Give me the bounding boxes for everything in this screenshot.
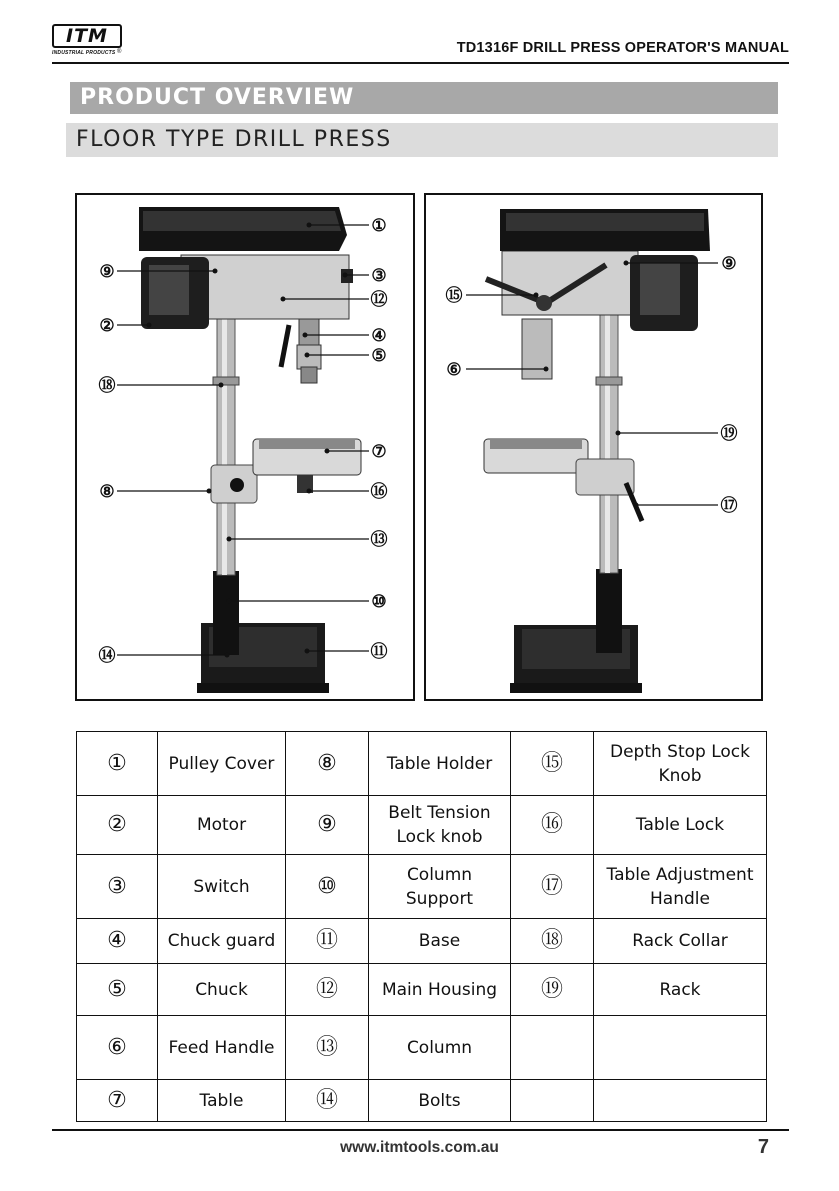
callout-4: ④ — [371, 326, 387, 345]
callout-6: ⑥ — [446, 360, 462, 379]
itm-logo — [52, 24, 124, 54]
table-row — [77, 855, 767, 919]
callout-2: ② — [99, 316, 115, 335]
part-label: Table — [158, 1080, 286, 1122]
part-number: ⑩ — [286, 855, 369, 919]
part-number: ⑪ — [286, 919, 369, 964]
part-number: ⑦ — [77, 1080, 158, 1122]
part-label: Feed Handle — [158, 1016, 286, 1080]
part-label: Table Holder — [369, 732, 511, 796]
callout-8: ⑧ — [99, 482, 115, 501]
registered-mark: ® — [117, 49, 122, 55]
part-number: ⑫ — [286, 964, 369, 1016]
part-number: ④ — [77, 919, 158, 964]
part-label: Chuck guard — [158, 919, 286, 964]
part-label: Table Adjustment Handle — [594, 855, 767, 919]
callout-14: ⑭ — [98, 646, 116, 665]
part-number: ⑱ — [511, 919, 594, 964]
drill-press-front-view — [75, 193, 415, 701]
part-label: Motor — [158, 796, 286, 855]
callout-10: ⑩ — [371, 592, 387, 611]
part-label: Depth Stop Lock Knob — [594, 732, 767, 796]
section-title: PRODUCT OVERVIEW — [80, 85, 355, 110]
part-label: Chuck — [158, 964, 286, 1016]
callout-18: ⑱ — [98, 376, 116, 395]
part-number: ⑨ — [286, 796, 369, 855]
callout-13: ⑬ — [370, 530, 388, 549]
callout-11: ⑪ — [370, 642, 388, 661]
part-number: ⑧ — [286, 732, 369, 796]
table-row — [77, 1080, 767, 1122]
callout-17: ⑰ — [720, 496, 738, 515]
manual-title: TD1316F DRILL PRESS OPERATOR'S MANUAL — [456, 40, 789, 56]
table-row — [77, 964, 767, 1016]
callout-1: ① — [371, 216, 387, 235]
subsection-title-bar — [66, 123, 778, 157]
section-title-bar — [70, 82, 778, 114]
part-label: Bolts — [369, 1080, 511, 1122]
part-number: ⑭ — [286, 1080, 369, 1122]
front-view-callouts — [77, 195, 413, 699]
part-number: ③ — [77, 855, 158, 919]
callout-9: ⑨ — [99, 262, 115, 281]
part-label: Base — [369, 919, 511, 964]
part-number: ⑥ — [77, 1016, 158, 1080]
callout-19: ⑲ — [720, 424, 738, 443]
part-number — [511, 1016, 594, 1080]
callout-9-rear: ⑨ — [721, 254, 737, 273]
table-row — [77, 919, 767, 964]
part-number: ⑮ — [511, 732, 594, 796]
part-label: Column — [369, 1016, 511, 1080]
part-number: ⑲ — [511, 964, 594, 1016]
page-number: 7 — [757, 1136, 769, 1158]
part-label — [594, 1016, 767, 1080]
rear-view-callouts — [426, 195, 761, 699]
drill-press-rear-view — [424, 193, 763, 701]
parts-table — [76, 731, 767, 1122]
part-number — [511, 1080, 594, 1122]
part-label: Switch — [158, 855, 286, 919]
part-label: Column Support — [369, 855, 511, 919]
footer-divider — [52, 1129, 789, 1131]
part-label: Rack Collar — [594, 919, 767, 964]
table-row — [77, 796, 767, 855]
logo-text: ITM — [52, 24, 122, 48]
callout-15: ⑮ — [445, 286, 463, 305]
part-label — [594, 1080, 767, 1122]
part-number: ⑬ — [286, 1016, 369, 1080]
callout-3: ③ — [371, 266, 387, 285]
part-number: ⑯ — [511, 796, 594, 855]
part-label: Belt Tension Lock knob — [369, 796, 511, 855]
part-label: Pulley Cover — [158, 732, 286, 796]
callout-5: ⑤ — [371, 346, 387, 365]
part-label: Main Housing — [369, 964, 511, 1016]
part-number: ② — [77, 796, 158, 855]
part-number: ① — [77, 732, 158, 796]
logo-subtext: INDUSTRIAL PRODUCTS — [52, 50, 116, 56]
part-number: ⑰ — [511, 855, 594, 919]
part-label: Table Lock — [594, 796, 767, 855]
table-row — [77, 1016, 767, 1080]
footer-url: www.itmtools.com.au — [340, 1139, 499, 1156]
part-number: ⑤ — [77, 964, 158, 1016]
table-row — [77, 732, 767, 796]
callout-16: ⑯ — [370, 482, 388, 501]
subsection-title: FLOOR TYPE DRILL PRESS — [76, 127, 392, 152]
callout-7: ⑦ — [371, 442, 387, 461]
callout-12: ⑫ — [370, 290, 388, 309]
part-label: Rack — [594, 964, 767, 1016]
header-divider — [52, 62, 789, 64]
